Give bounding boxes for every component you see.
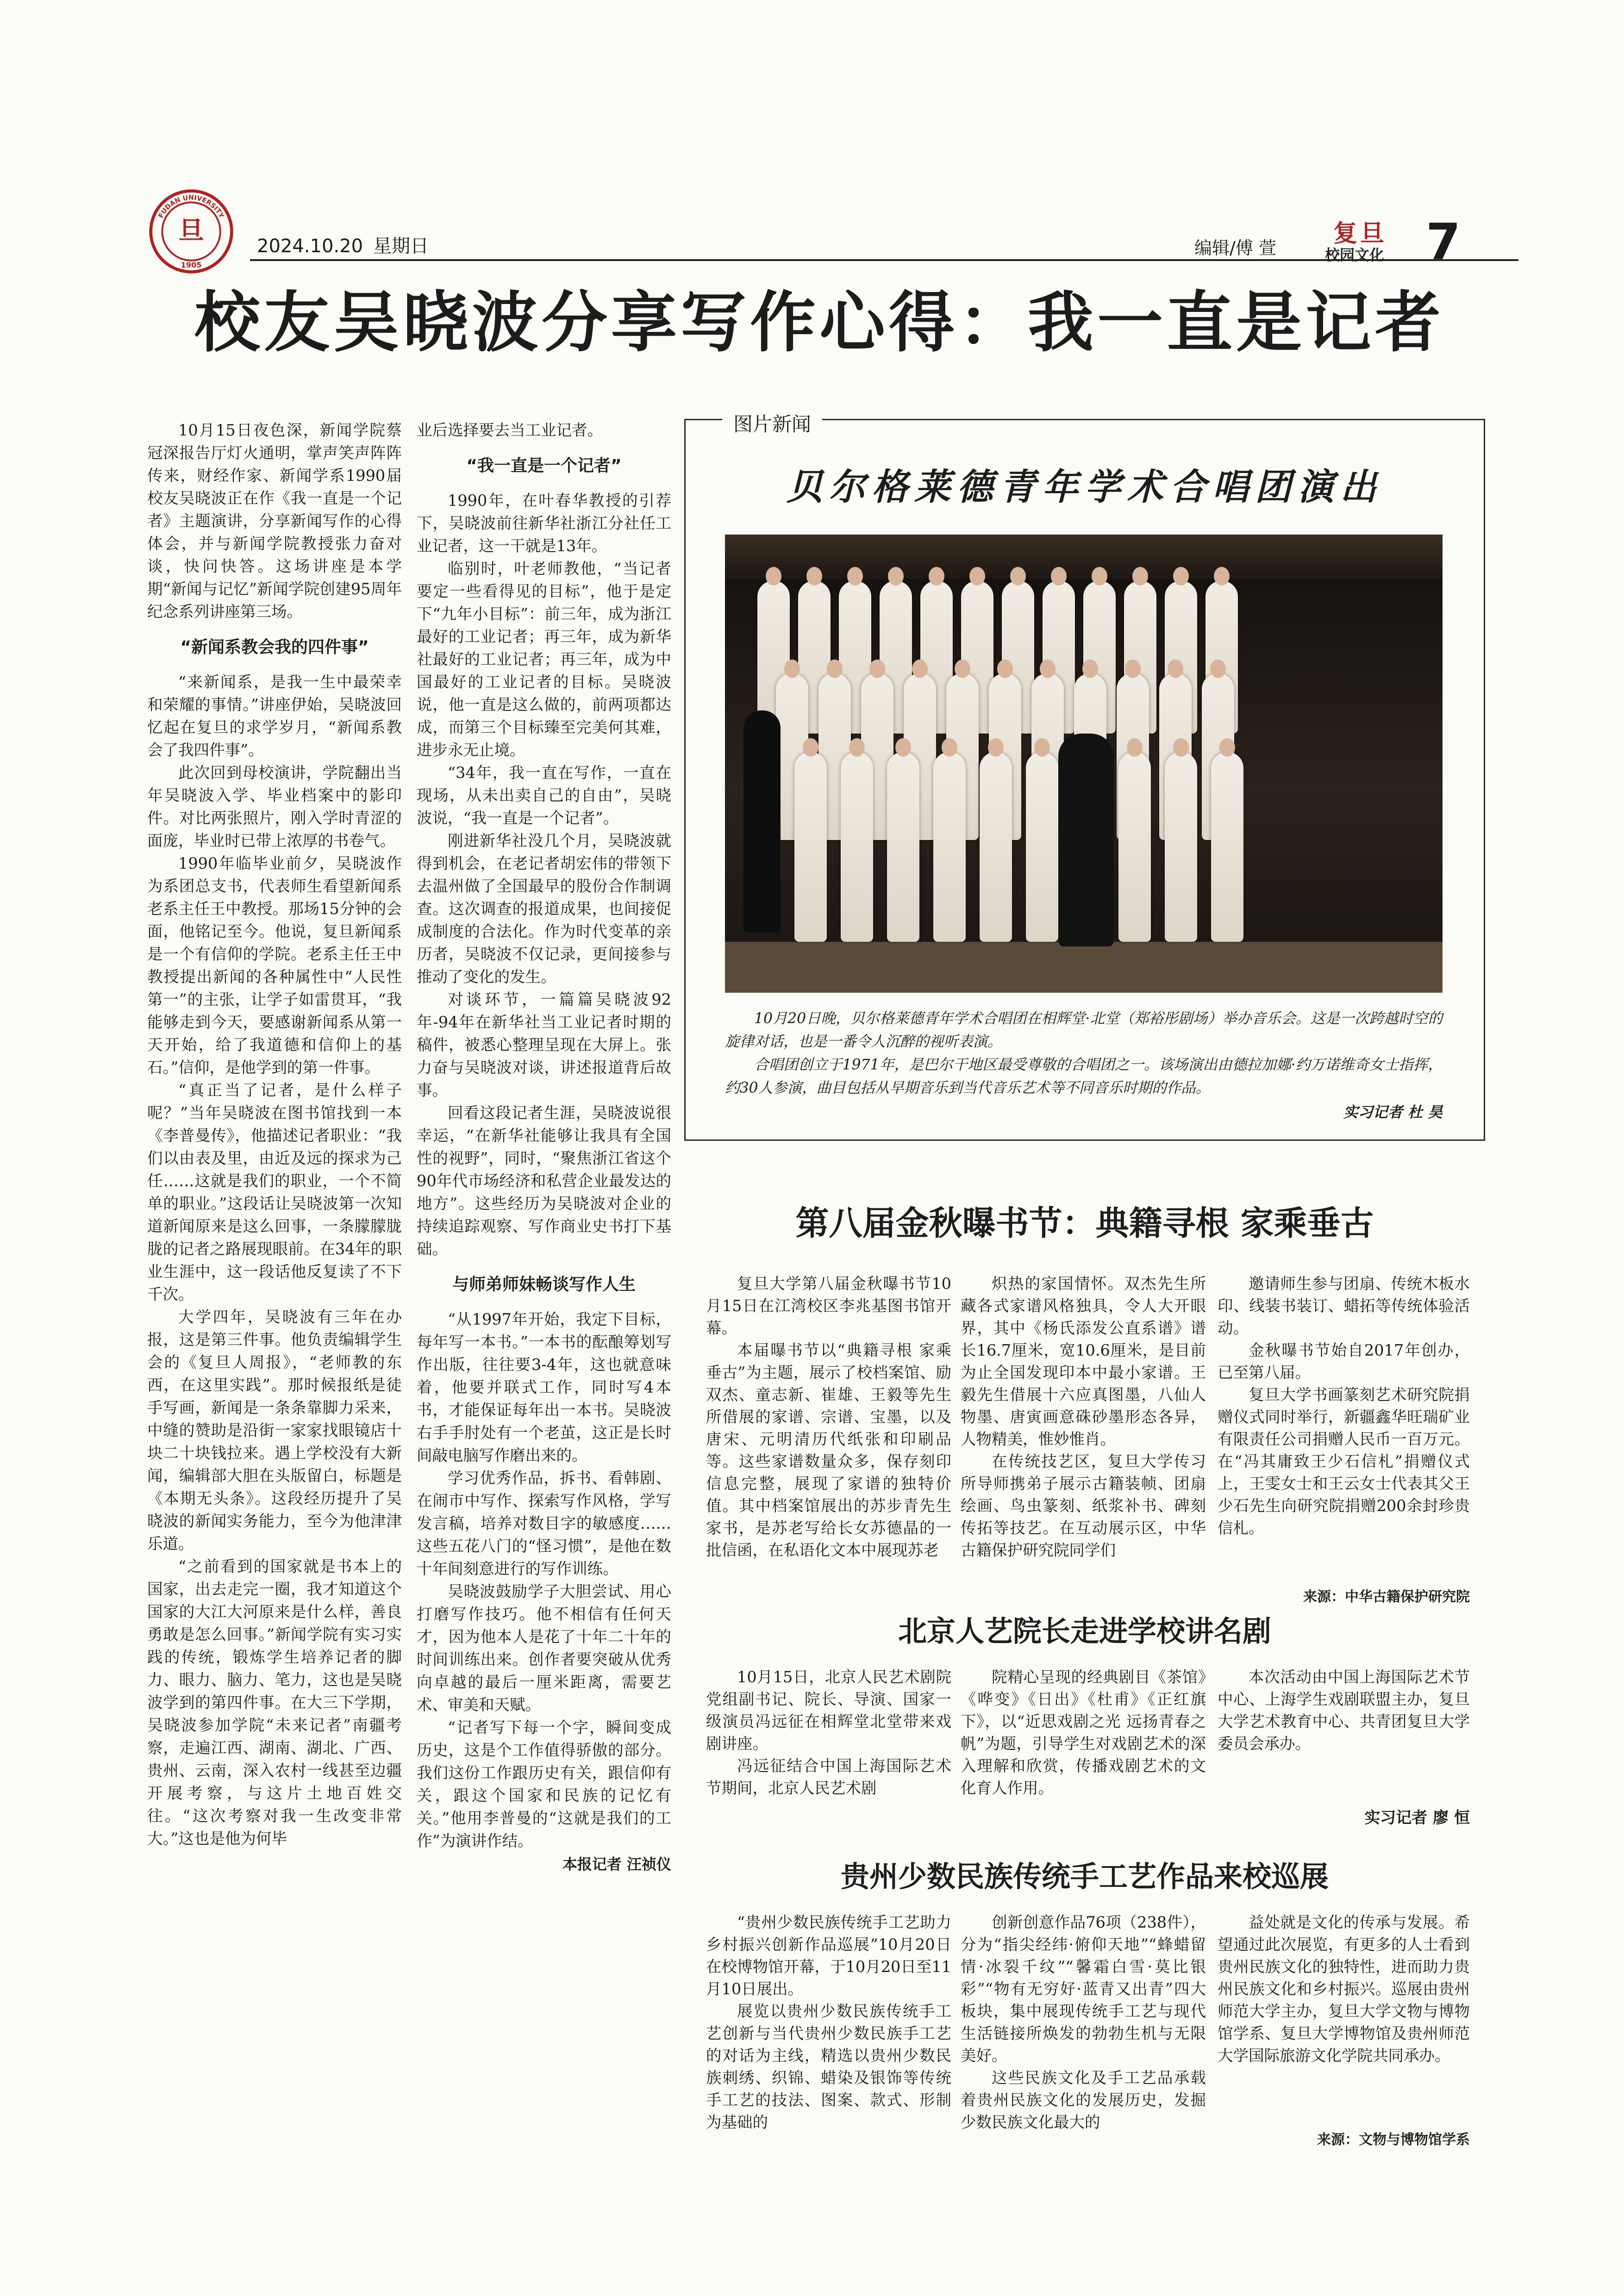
caption-paragraph: 10月20日晚，贝尔格莱德青年学术合唱团在相辉堂·北堂（郑裕彤剧场）举办音乐会。这是一次跨越时空的旋律对话，也是一番令人沉醉的视听表演。 (725, 1010, 1443, 1050)
weekday-text: 星期日 (373, 236, 429, 257)
photo-news-label: 图片新闻 (722, 409, 822, 437)
main-headline: 校友吴晓波分享写作心得：我一直是记者 (194, 285, 1444, 361)
singer-head (827, 660, 843, 678)
singer-head (1040, 660, 1056, 678)
photo-credit: 实习记者 杜 昊 (1343, 1103, 1443, 1121)
book-festival-column-1 (706, 1273, 951, 1562)
paragraph: 对谈环节，一篇篇吴晓波92年-94年在新华社当工业记者时期的稿件，被悉心整理呈现在大屏上。张力奋与吴晓波对谈，讲述报道背后故事。 (417, 990, 671, 1099)
book-festival-title: 第八届金秋曝书节：典籍寻根 家乘垂古 (795, 1203, 1374, 1243)
paragraph: “34年，我一直在写作，一直在现场，从未出卖自己的自由”，吴晓波说，“我一直是一个记者”。 (417, 763, 671, 827)
main-article-byline: 本报记者 汪祯仪 (562, 1855, 671, 1873)
caption-paragraph: 合唱团创立于1971年，是巴尔干地区最受尊敬的合唱团之一。该场演出由德拉加娜·约万诺维奇女士指挥，约30人参演，曲目包括从早期音乐到当代音乐艺术等不同音乐时期的作品。 (725, 1057, 1443, 1096)
book-festival-source: 来源：中华古籍保护研究院 (1303, 1589, 1470, 1605)
singer-head (929, 567, 944, 585)
paragraph: 本次活动由中国上海国际艺术节中心、上海学生戏剧联盟主办，复旦大学艺术教育中心、共青团复旦大学委员会承办。 (1218, 1668, 1470, 1753)
paragraph: “贵州少数民族传统手工艺助力乡村振兴创新作品巡展”10月20日在校博物馆开幕，于10月20日至11月10日展出。 (706, 1913, 951, 1998)
paragraph: 创新创意作品76项（238件），分为“指尖经纬·俯仰天地”“蜂蜡留情·冰裂千纹”“馨霜白雪·莫比银彩”“物有无穷好·蓝青又出青”四大板块，集中展现传统手工艺与现代生活链接所焕发的勃勃生机与无限美好。 (961, 1913, 1206, 2065)
paragraph: 1990年临毕业前夕，吴晓波作为系团总支书，代表师生看望新闻系老系主任王中教授。那场15分钟的会面，他铭记至今。他说，复旦新闻系是一个有信仰的学院。老系主任王中教授提出新闻的各种属性中“人民性第一”的主张，让学子如雷贯耳，“我能够走到今天，要感谢新闻系从第一天开始，给了我道德和信仰上的基石。”信仰，是他学到的第一件事。 (147, 854, 402, 1076)
paragraph: 大学四年，吴晓波有三年在办报，这是第三件事。他负责编辑学生会的《复旦人周报》，“老师教的东西，在这里实践”。那时候报纸是徒手写画，新闻是一条条靠脚力采来，中缝的赞助是沿街一家家找眼镜店十块二十块钱拉来。遇上学校没有大新闻，编辑部大胆在头版留白，标题是《本期无头条》。这段经历提升了吴晓波的新闻实务能力，至今为他津津乐道。 (147, 1307, 402, 1553)
singer-head (766, 567, 781, 585)
paragraph: 吴晓波鼓励学子大胆尝试、用心打磨写作技巧。他不相信有任何天才，因为他本人是花了十年二十年的时间训练出来。创作者要突破从优秀向卓越的最后一厘米距离，需要艺术、审美和天赋。 (417, 1582, 671, 1714)
beijing-art-column-2 (961, 1666, 1206, 1799)
paragraph: “来新闻系，是我一生中最荣幸和荣耀的事情。”讲座伊始，吴晓波回忆起在复旦的求学岁月，“新闻系教会了我四件事”。 (147, 672, 402, 759)
paragraph: 临别时，叶老师教他，“当记者要定一些看得见的目标”，他于是定下“九年小目标”：前三年，成为浙江最好的工业记者；再三年，成为新华社最好的工业记者；再三年，成为中国最好的工业记者的目标。吴晓波说，他一直是这么做的，前两项都达成，而第三个目标臻至完美何其难，进步永无止境。 (417, 559, 671, 759)
singer-head (1034, 738, 1050, 757)
singer-figure (794, 752, 827, 942)
singer-head (1082, 660, 1098, 678)
guizhou-source: 来源：文物与博物馆学系 (1317, 2132, 1470, 2148)
singer-head (997, 660, 1013, 678)
singer-head (1214, 567, 1230, 585)
subheading: “我一直是一个记者” (466, 456, 622, 475)
guizhou-column-3 (1218, 1911, 1470, 2067)
singer-head (969, 567, 985, 585)
paragraph: 本届曝书节以“典籍寻根 家乘垂古”为主题，展示了校档案馆、励双杰、童志新、崔雄、王毅等先生所借展的家谱、宗谱、宝墨，以及唐宋、元明清历代纸张和印刷品等。这些家谱数量众多，保存刻印信息完整，展现了家谱的独特价值。其中档案馆展出的苏步青先生家书，是苏老写给长女苏德晶的一批信函，在私语化文本中展现苏老 (706, 1341, 951, 1559)
paragraph: 益处就是文化的传承与发展。希望通过此次展览，有更多的人士看到贵州民族文化的独特性，进而助力贵州民族文化和乡村振兴。巡展由贵州师范大学主办，复旦大学文物与博物馆学系、复旦大学博物馆及贵州师范大学国际旅游文化学院共同承办。 (1218, 1913, 1470, 2065)
singer-head (988, 738, 1004, 757)
singer-head (955, 660, 970, 678)
singer-head (1092, 567, 1107, 585)
beijing-art-title: 北京人艺院长走进学校讲名剧 (898, 1614, 1271, 1648)
guizhou-column-2 (961, 1911, 1206, 2134)
paragraph: 业后选择要去当工业记者。 (417, 421, 603, 439)
guizhou-title: 贵州少数民族传统手工艺作品来校巡展 (840, 1860, 1329, 1893)
issue-date (257, 231, 439, 258)
singer-head (1168, 660, 1183, 678)
photo-caption (725, 1007, 1443, 1124)
singer-head (1210, 660, 1226, 678)
svg-text:旦: 旦 (178, 215, 204, 246)
paragraph: 1990年，在叶春华教授的引荐下，吴晓波前往新华社浙江分社任工业记者，这一干就是13年。 (417, 491, 671, 555)
main-article-column-1 (147, 419, 402, 1850)
paragraph: 10月15日夜色深，新闻学院蔡冠深报告厅灯火通明，掌声笑声阵阵传来，财经作家、新闻学系1990届校友吴晓波正在作《我一直是一个记者》主题演讲，分享新闻写作的心得体会，并与新闻学院教授张力奋对谈，快问快答。这场讲座是本学期“新闻与记忆”新闻学院创建95周年纪念系列讲座第三场。 (147, 421, 402, 621)
singer-figure (1026, 752, 1058, 942)
singer-head (847, 567, 863, 585)
subheading: 与师弟师妹畅谈写作人生 (452, 1275, 636, 1294)
conductor-figure (1058, 734, 1114, 946)
singer-head (888, 567, 904, 585)
main-article-column-2 (417, 419, 671, 1876)
singer-head (1173, 738, 1189, 757)
paragraph: 复旦大学书画篆刻艺术研究院捐赠仪式同时举行，新疆鑫华旺瑞矿业有限责任公司捐赠人民币一百万元。在“冯其庸致王少石信札”捐赠仪式上，王雯女士和王云女士代表其父王少石先生向研究院捐赠200余封珍贵信札。 (1218, 1386, 1470, 1537)
beijing-art-credit: 实习记者 廖 恒 (1364, 1809, 1470, 1827)
singer-head (1010, 567, 1026, 585)
paragraph: 炽热的家国情怀。双杰先生所藏各式家谱风格独具，令人大开眼界，其中《杨氏添发公直系谱》谱长16.7厘米，宽10.6厘米，是目前为止全国发现印本中最小家谱。王毅先生借展十六应真图墨，八仙人物墨、唐寅画意硃砂墨形态各异，人物精美，惟妙惟肖。 (961, 1275, 1206, 1448)
singer-head (895, 738, 911, 757)
singer-head (942, 738, 957, 757)
singer-head (849, 738, 865, 757)
paragraph: 在传统技艺区，复旦大学传习所导师携弟子展示古籍装帧、团扇绘画、鸟虫篆刻、纸浆补书、碑刻传拓等技艺。在互动展示区，中华古籍保护研究院同学们 (961, 1452, 1206, 1559)
book-festival-column-3 (1218, 1273, 1470, 1539)
singer-head (1132, 567, 1148, 585)
subheading: “新闻系教会我的四件事” (180, 638, 369, 657)
singer-head (806, 567, 822, 585)
page-number: 7 (1426, 213, 1461, 271)
paragraph: 此次回到母校演讲，学院翻出当年吴晓波入学、毕业档案中的影印件。对比两张照片，刚入学时青涩的面庞，毕业时已带上浓厚的书卷气。 (147, 763, 402, 850)
paragraph: “记者写下每一个字，瞬间变成历史，这是个工作值得骄傲的部分。我们这份工作跟历史有关，跟信仰有关，跟这个国家和民族的记忆有关。”他用李普曼的“这就是我们的工作”为演讲作结。 (417, 1718, 671, 1850)
paragraph: 这些民族文化及手工艺品承载着贵州民族文化的发展历史，发掘少数民族文化最大的 (961, 2069, 1206, 2131)
singer-figure (841, 752, 873, 942)
singer-head (1219, 738, 1235, 757)
paragraph: 学习优秀作品，拆书、看韩剧、在闹市中写作、探索写作风格，学写发言稿，培养对数目字的敏感度……这些五花八门的“怪习惯”，是他在数十年间刻意进行的写作训练。 (417, 1468, 671, 1578)
paragraph: 刚进新华社没几个月，吴晓波就得到机会，在老记者胡宏伟的带领下去温州做了全国最早的股份合作制调查。这次调查的报道成果，也间接促成制度的合法化。作为时代变革的亲历者，吴晓波不仅记录，更间接参与推动了变化的发生。 (417, 831, 671, 986)
beijing-art-column-1 (706, 1666, 951, 1799)
singer-head (1125, 660, 1141, 678)
paragraph: 展览以贵州少数民族传统手工艺创新与当代贵州少数民族手工艺的对话为主线，精选以贵州少数民族刺绣、织锦、蜡染及银饰等传统手工艺的技法、图案、款式、形制为基础的 (706, 2002, 951, 2131)
paper-name: 复旦 (1333, 219, 1387, 248)
paragraph: 邀请师生参与团扇、传统木板水印、线装书装订、蜡拓等传统体验活动。 (1218, 1275, 1470, 1337)
paragraph: 金秋曝书节始自2017年创办，已至第八届。 (1218, 1341, 1470, 1381)
fudan-logo (147, 187, 235, 275)
svg-text:1905: 1905 (181, 260, 202, 269)
singer-head (784, 660, 800, 678)
singer-figure (1165, 752, 1197, 942)
singer-figure (1118, 752, 1151, 942)
choir-photo (725, 535, 1443, 993)
soloist-figure (743, 710, 781, 933)
singer-figure (1211, 752, 1243, 942)
paragraph: “之前看到的国家就是书本上的国家，出去走完一圈，我才知道这个国家的大江大河原来是什么样，善良勇敢是怎么回事。”新闻学院有实习实践的传统，锻炼学生培养记者的脚力、眼力、脑力、笔力，这也是吴晓波学到的第四件事。在大三下学期，吴晓波参加学院“未来记者”南疆考察，走遍江西、湖南、湖北、广西、贵州、云南，深入农村一线甚至边疆开展考察，与这片土地百姓交往。“这次考察对我一生改变非常大。”这也是他为何毕 (147, 1557, 402, 1848)
section-name: 校园文化 (1325, 246, 1385, 264)
paragraph: “真正当了记者，是什么样子呢？”当年吴晓波在图书馆找到一本《李普曼传》，他描述记者职业：“我们以由表及里，由近及远的探求为己任……这就是我们的职业，一个不简单的职业。”这段话让吴晓波第一次知道新闻原来是这么回事，一条朦朦胧胧的记者之路展现眼前。在34年的职业生涯中，这一段话他反复读了不下千次。 (147, 1081, 402, 1303)
beijing-art-column-3 (1218, 1666, 1470, 1755)
singer-figure (933, 752, 966, 942)
paragraph: 复旦大学第八届金秋曝书节10月15日在江湾校区李兆基图书馆开幕。 (706, 1275, 951, 1337)
singer-head (1051, 567, 1067, 585)
paragraph: 10月15日，北京人民艺术剧院党组副书记、院长、导演、国家一级演员冯远征在相辉堂北堂带来戏剧讲座。 (706, 1668, 951, 1753)
singer-head (1173, 567, 1189, 585)
singer-figure (980, 752, 1012, 942)
paragraph: 院精心呈现的经典剧目《茶馆》《哗变》《日出》《杜甫》《正红旗下》，以“近思戏剧之光 远扬青春之帆”为题，引导学生对戏剧艺术的深入理解和欣赏，传播戏剧艺术的文化育人作用。 (961, 1668, 1206, 1797)
singer-figure (887, 752, 919, 942)
photo-news-title: 贝尔格莱德青年学术合唱团演出 (786, 466, 1383, 508)
paragraph: 冯远征结合中国上海国际艺术节期间，北京人民艺术剧 (706, 1757, 951, 1797)
paragraph: “从1997年开始，我定下目标，每年写一本书。”一本书的酝酿筹划写作出版，往往要3-4年，这也就意味着，他要并联式工作，同时写4本书，才能保证每年出一本书。吴晓波右手手肘处有一个老茧，这正是长时间敲电脑写作磨出来的。 (417, 1310, 671, 1464)
date-text: 2024.10.20 (257, 236, 363, 257)
svg-text:FUDAN UNIVERSITY: FUDAN UNIVERSITY (157, 194, 225, 220)
editor-credit: 编辑/傅 萱 (1194, 238, 1276, 258)
singer-head (912, 660, 928, 678)
paragraph: 回看这段记者生涯，吴晓波说很幸运，“在新华社能够让我具有全国性的视野”，同时，“聚焦浙江省这个90年代市场经济和私营企业最发达的地方”。这些经历为吴晓波对企业的持续追踪观察、写作商业史书打下基础。 (417, 1103, 671, 1258)
guizhou-column-1 (706, 1911, 951, 2134)
singer-head (869, 660, 885, 678)
singer-head (803, 738, 818, 757)
singer-head (1127, 738, 1143, 757)
book-festival-column-2 (961, 1273, 1206, 1562)
